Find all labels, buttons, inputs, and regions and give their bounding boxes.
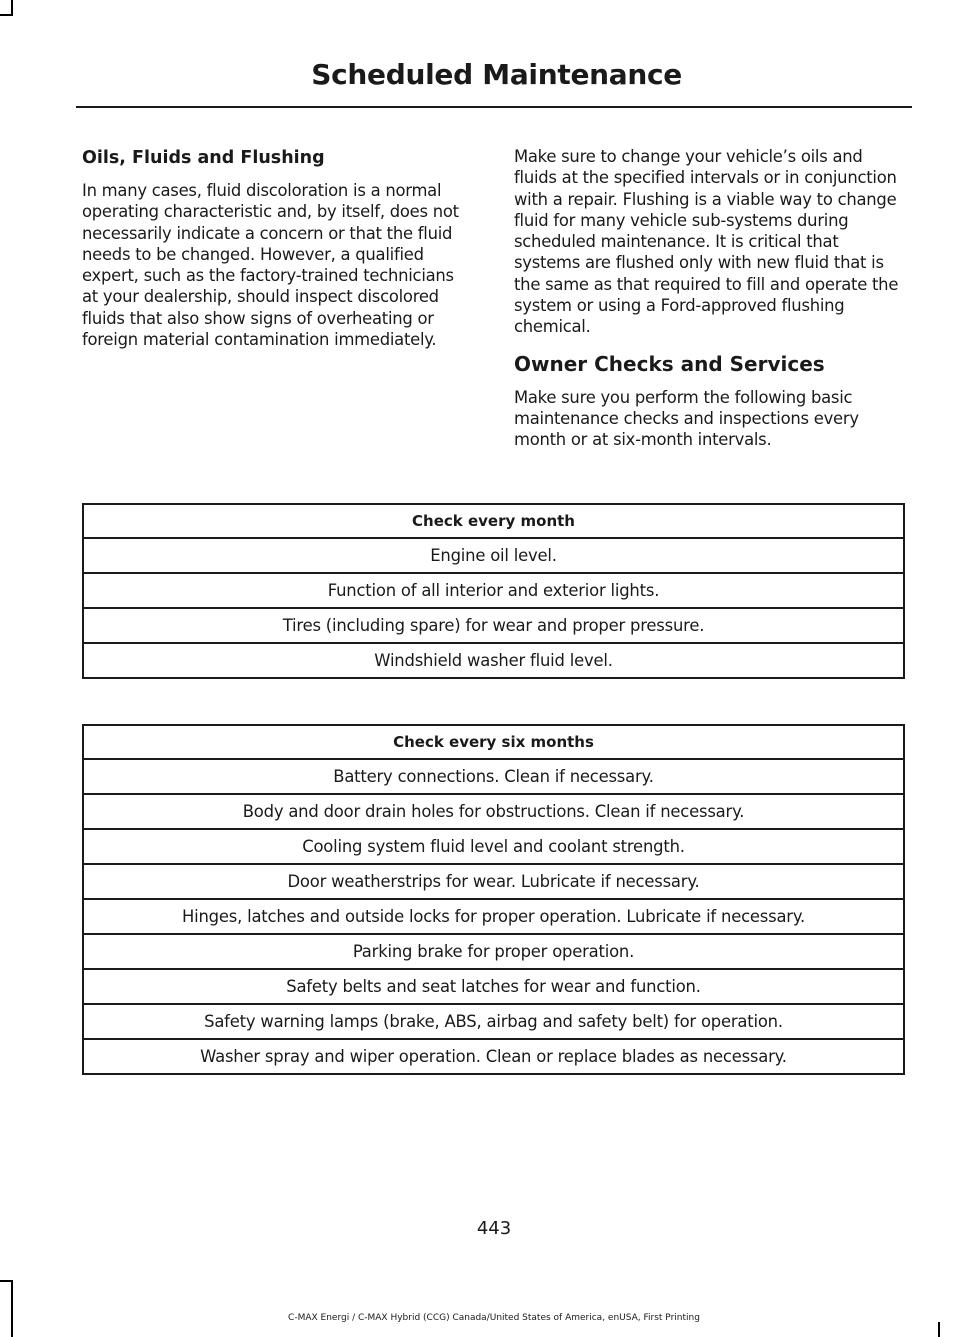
body-paragraph: In many cases, fluid discoloration is a normal operating characteristic and, by itself, does not necessarily indicate a concern or that the fluid needs to be changed. However, a qualified expert, such as the factory-trained technicians at your dealership, should inspect discolored fluids that also show signs of overheating or foreign material contamination immediately. (82, 181, 459, 350)
table-row: Door weatherstrips for wear. Lubricate if necessary. (83, 864, 904, 899)
page-title: Scheduled Maintenance (311, 58, 682, 91)
crop-mark-top-left (0, 14, 13, 16)
right-column (514, 146, 906, 461)
table-header: Check every six months (83, 725, 904, 759)
left-column (82, 146, 474, 360)
table-row: Function of all interior and exterior lights. (83, 573, 904, 608)
table-row: Engine oil level. (83, 538, 904, 573)
crop-mark-bottom-right (938, 1322, 940, 1337)
section-subheading: Oils, Fluids and Flushing (82, 148, 325, 168)
table-row: Body and door drain holes for obstructions. Clean if necessary. (83, 794, 904, 829)
table-row: Safety belts and seat latches for wear and function. (83, 969, 904, 1004)
table-header: Check every month (83, 504, 904, 538)
crop-mark-bottom-left (0, 1280, 13, 1282)
table-row: Tires (including spare) for wear and proper pressure. (83, 608, 904, 643)
footer-text: C-MAX Energi / C-MAX Hybrid (CCG) Canada/United States of America, enUSA, First Printing (288, 1313, 700, 1323)
header-divider (76, 106, 912, 108)
section-heading: Owner Checks and Services (514, 351, 825, 376)
body-paragraph: Make sure you perform the following basic maintenance checks and inspections every month or at six-month intervals. (514, 387, 859, 450)
crop-mark-bottom-left (11, 1280, 13, 1337)
table-row: Hinges, latches and outside locks for proper operation. Lubricate if necessary. (83, 899, 904, 934)
table-row: Washer spray and wiper operation. Clean or replace blades as necessary. (83, 1039, 904, 1074)
table-row: Parking brake for proper operation. (83, 934, 904, 969)
table-row: Windshield washer fluid level. (83, 643, 904, 678)
body-paragraph: Make sure to change your vehicle’s oils and fluids at the specified intervals or in conjunction with a repair. Flushing is a viable way to change fluid for many vehicle sub-systems during scheduled maintenance. It is critical that systems are flushed only with new fluid that is the same as that required to fill and operate the system or using a Ford-approved flushing chemical. (514, 147, 899, 337)
table-row: Safety warning lamps (brake, ABS, airbag and safety belt) for operation. (83, 1004, 904, 1039)
table-row: Battery connections. Clean if necessary. (83, 759, 904, 794)
page-number: 443 (476, 1218, 512, 1239)
six-month-checks-table (82, 724, 905, 1075)
table-row: Cooling system fluid level and coolant strength. (83, 829, 904, 864)
monthly-checks-table (82, 503, 905, 679)
